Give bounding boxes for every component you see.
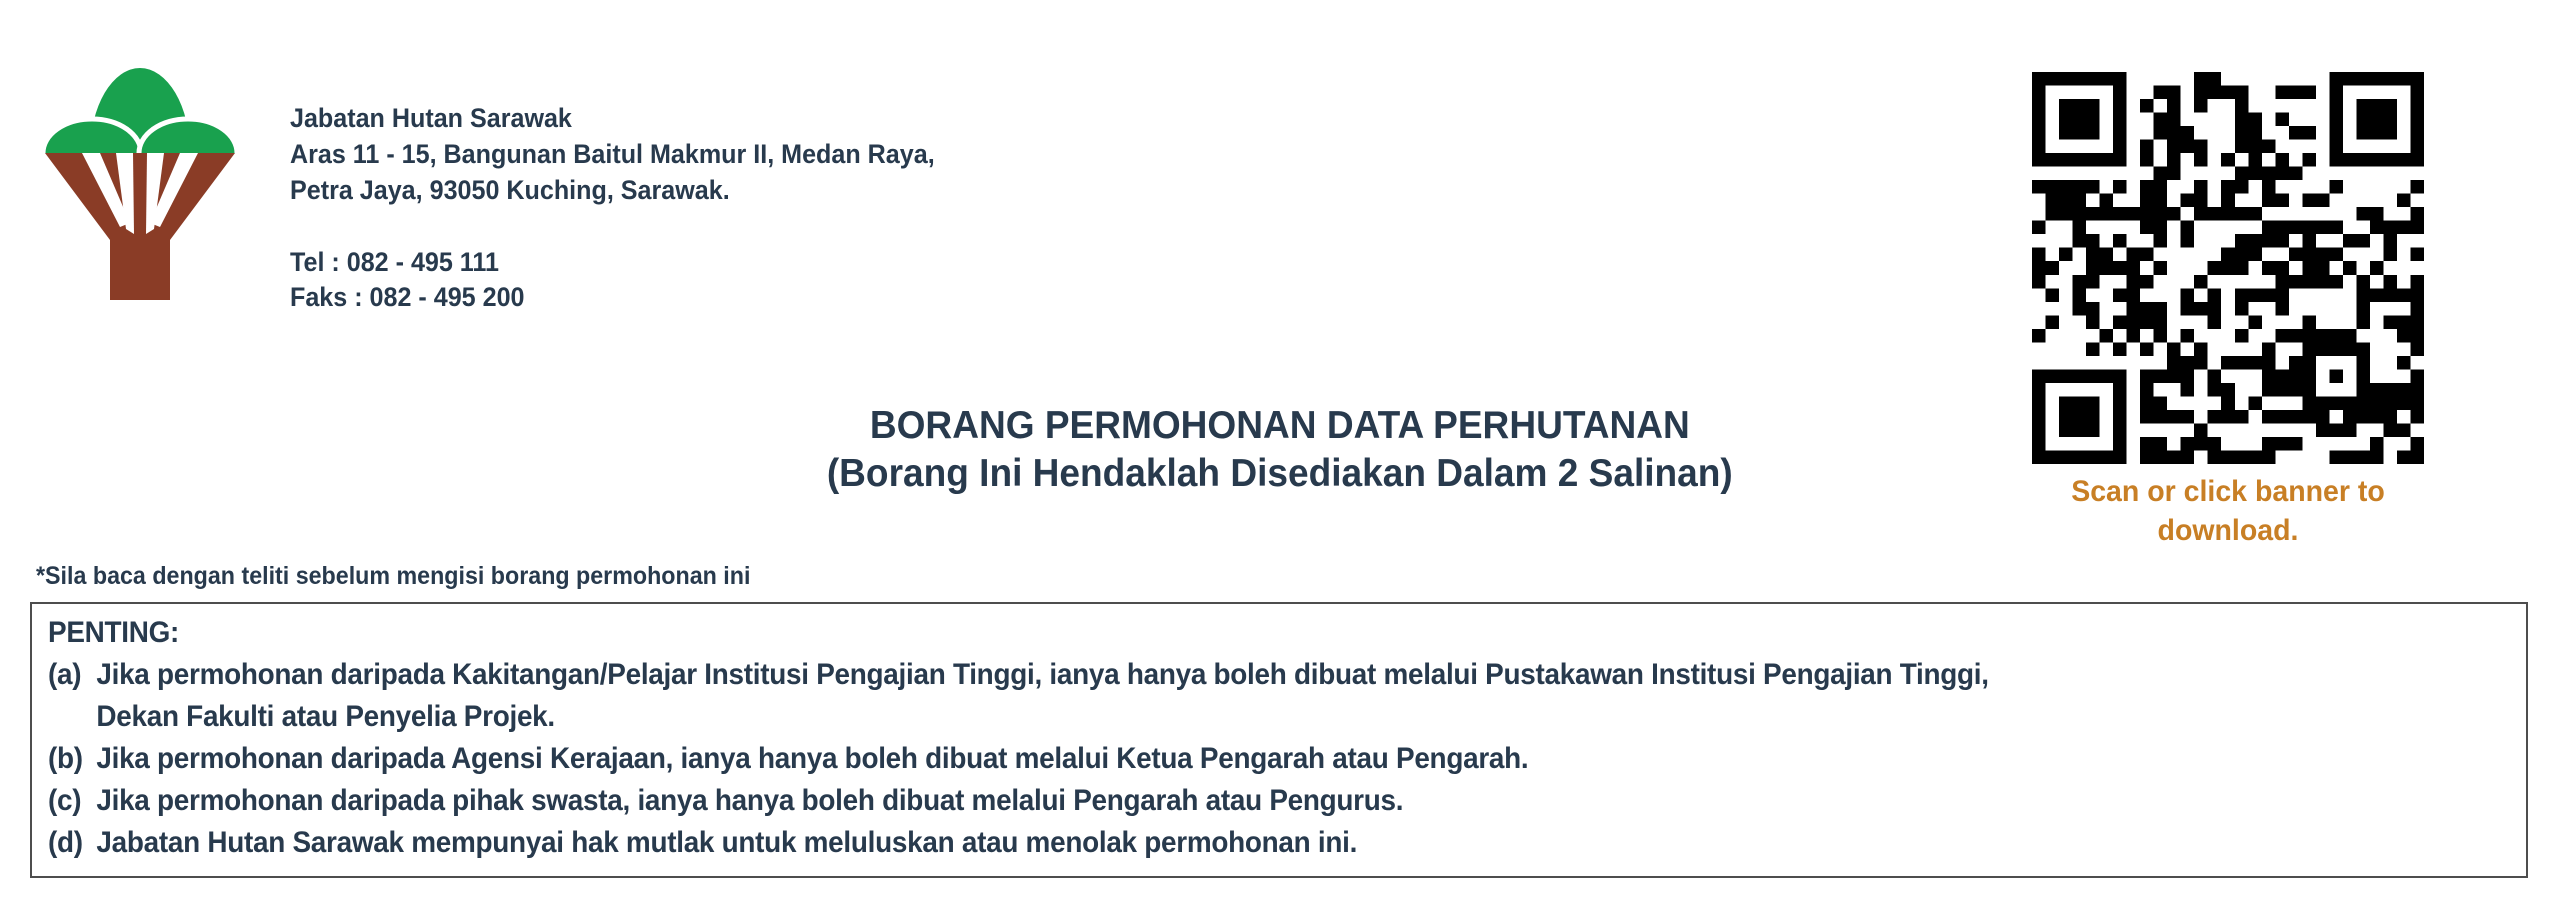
form-title-line2: (Borang Ini Hendaklah Disediakan Dalam 2 Salinan)	[827, 452, 1733, 495]
read-carefully-note: *Sila baca dengan teliti sebelum mengisi borang permohonan ini	[36, 562, 751, 590]
org-address-block	[290, 100, 983, 208]
org-name: Jabatan Hutan Sarawak	[290, 103, 572, 133]
item-prefix: (d)	[48, 826, 83, 859]
important-item-a	[48, 654, 2338, 738]
item-text-line: Jabatan Hutan Sarawak mempunyai hak mutlak untuk meluluskan atau menolak permohonan ini.	[96, 826, 1358, 859]
important-item-b	[48, 738, 2338, 780]
item-text-line: Jika permohonan daripada Agensi Kerajaan, ianya hanya boleh dibuat melalui Ketua Pengarah atau Pengarah.	[96, 742, 1529, 775]
important-item-c	[48, 780, 2338, 822]
item-text-line: Dekan Fakulti atau Penyelia Projek.	[96, 700, 555, 733]
important-item-d	[48, 822, 2338, 864]
important-notice-box	[30, 602, 2528, 878]
item-prefix: (a)	[48, 658, 82, 691]
form-title-line1: BORANG PERMOHONAN DATA PERHUTANAN	[870, 404, 1690, 447]
important-heading: PENTING:	[48, 616, 180, 649]
item-prefix: (b)	[48, 742, 83, 775]
tree-logo-icon	[20, 30, 260, 310]
qr-caption: Scan or click banner to download.	[2071, 475, 2385, 547]
item-text-line: Jika permohonan daripada Kakitangan/Pelajar Institusi Pengajian Tinggi, ianya hanya boleh dibuat melalui Pustakawan Institusi Pengajian Tinggi,	[96, 658, 1989, 691]
item-prefix: (c)	[48, 784, 82, 817]
item-text-line: Jika permohonan daripada pihak swasta, ianya hanya boleh dibuat melalui Pengarah atau Pengurus.	[96, 784, 1404, 817]
org-address-line1: Aras 11 - 15, Bangunan Baitul Makmur II, Medan Raya,	[290, 139, 935, 169]
faks-number: Faks : 082 - 495 200	[290, 282, 525, 312]
tel-number: Tel : 082 - 495 111	[290, 247, 499, 277]
qr-code[interactable]	[2032, 72, 2424, 464]
org-address-line2: Petra Jaya, 93050 Kuching, Sarawak.	[290, 175, 730, 205]
jabatan-hutan-sarawak-logo	[20, 30, 260, 310]
contact-block	[290, 245, 542, 315]
